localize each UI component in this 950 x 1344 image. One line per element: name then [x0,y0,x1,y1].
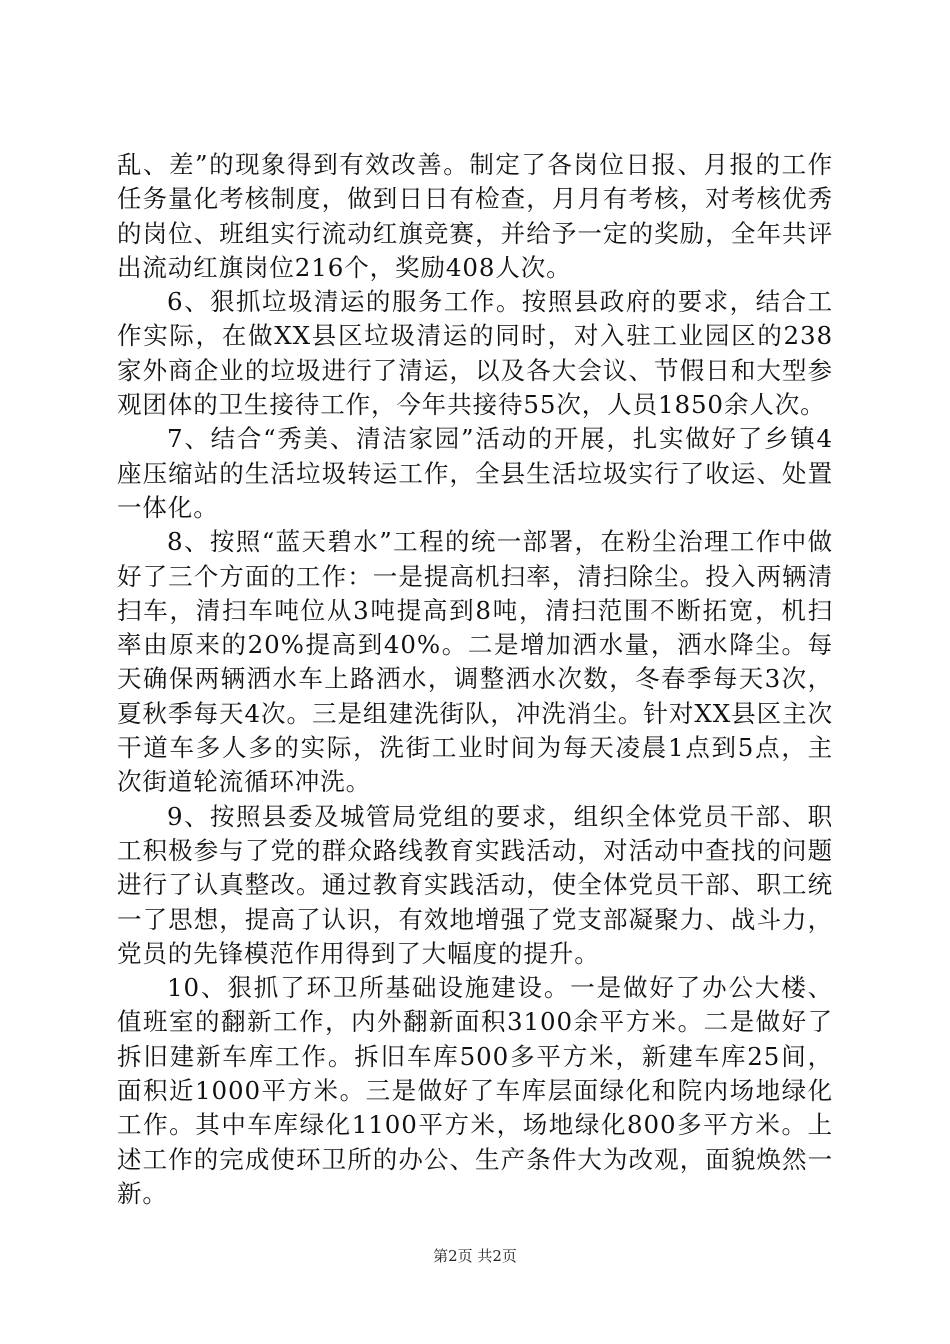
page-footer: 第2页 共2页 [433,1247,517,1265]
paragraph-continuation: 乱、差”的现象得到有效改善。制定了各岗位日报、月报的工作任务量化考核制度，做到日日有检查，月月有考核，对考核优秀的岗位、班组实行流动红旗竞赛，并给予一定的奖励，全年共评出流动红旗岗位216个，奖励408人次。 [117,150,833,282]
document-body [117,148,833,1211]
paragraph-item-7: 7、结合“秀美、清洁家园”活动的开展，扎实做好了乡镇4座压缩站的生活垃圾转运工作，全县生活垃圾实行了收运、处置一体化。 [117,424,833,522]
paragraph-item-10: 10、狠抓了环卫所基础设施建设。一是做好了办公大楼、值班室的翻新工作，内外翻新面积3100余平方米。二是做好了拆旧建新车库工作。拆旧车库500多平方米，新建车库25间，面积近1000平方米。三是做好了车库层面绿化和院内场地绿化工作。其中车库绿化1100平方米，场地绿化800多平方米。上述工作的完成使环卫所的办公、生产条件大为改观，面貌焕然一新。 [117,973,833,1208]
paragraph-item-8: 8、按照“蓝天碧水”工程的统一部署，在粉尘治理工作中做好了三个方面的工作：一是提高机扫率，清扫除尘。投入两辆清扫车，清扫车吨位从3吨提高到8吨，清扫范围不断拓宽，机扫率由原来的20%提高到40%。二是增加洒水量，洒水降尘。每天确保两辆洒水车上路洒水，调整洒水次数，冬春季每天3次，夏秋季每天4次。三是组建洗街队，冲洗消尘。针对XX县区主次干道车多人多的实际，洗街工业时间为每天凌晨1点到5点，主次街道轮流循环冲洗。 [117,527,833,797]
paragraph-item-9: 9、按照县委及城管局党组的要求，组织全体党员干部、职工积极参与了党的群众路线教育实践活动，对活动中查找的问题进行了认真整改。通过教育实践活动，使全体党员干部、职工统一了思想，提高了认识，有效地增强了党支部凝聚力、战斗力，党员的先锋模范作用得到了大幅度的提升。 [117,801,833,968]
paragraph-item-6: 6、狠抓垃圾清运的服务工作。按照县政府的要求，结合工作实际，在做XX县区垃圾清运的同时，对入驻工业园区的238家外商企业的垃圾进行了清运，以及各大会议、节假日和大型参观团体的卫生接待工作，今年共接待55次，人员1850余人次。 [117,287,833,420]
